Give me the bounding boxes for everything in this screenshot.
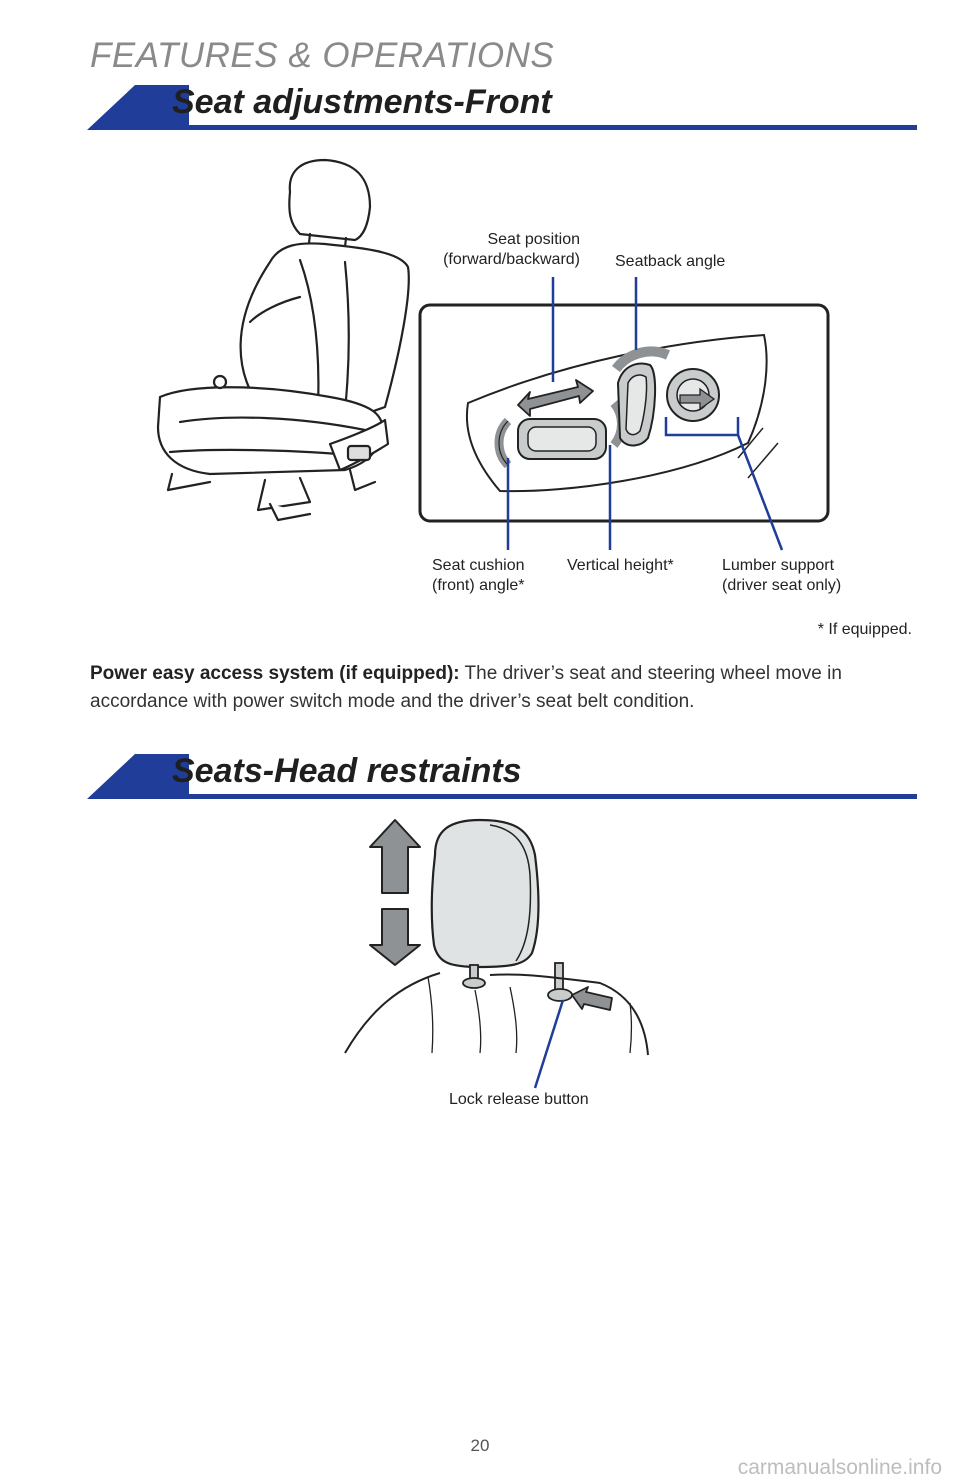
power-access-text: The driver’s seat and steering wheel move in accordance with power switch mode and the driver’s seat belt condition. <box>90 663 842 712</box>
page-number: 20 <box>470 1436 490 1455</box>
watermark: carmanualsonline.info <box>737 1456 942 1479</box>
power-access-label: Power easy access system (if equipped): <box>90 663 460 684</box>
callout-cushion-line2: (front) angle* <box>432 577 525 594</box>
callout-seat-position-line1: Seat position <box>487 231 580 248</box>
footnote-if-equipped: * If equipped. <box>817 621 912 638</box>
section-title-seat-adjustments: Seat adjustments-Front <box>172 83 552 121</box>
callout-lumbar-line1: Lumber support <box>722 557 835 574</box>
category-header: FEATURES & OPERATIONS <box>90 36 555 75</box>
callout-vertical-height: Vertical height* <box>567 557 674 574</box>
callout-lock-release-button: Lock release button <box>449 1091 589 1108</box>
callout-lumbar-line2: (driver seat only) <box>722 577 842 594</box>
callout-seat-position-line2: (forward/backward) <box>443 251 580 268</box>
section-title-head-restraints: Seats-Head restraints <box>172 752 522 790</box>
callout-cushion-line1: Seat cushion <box>432 557 525 574</box>
callout-seatback-angle: Seatback angle <box>615 253 726 270</box>
